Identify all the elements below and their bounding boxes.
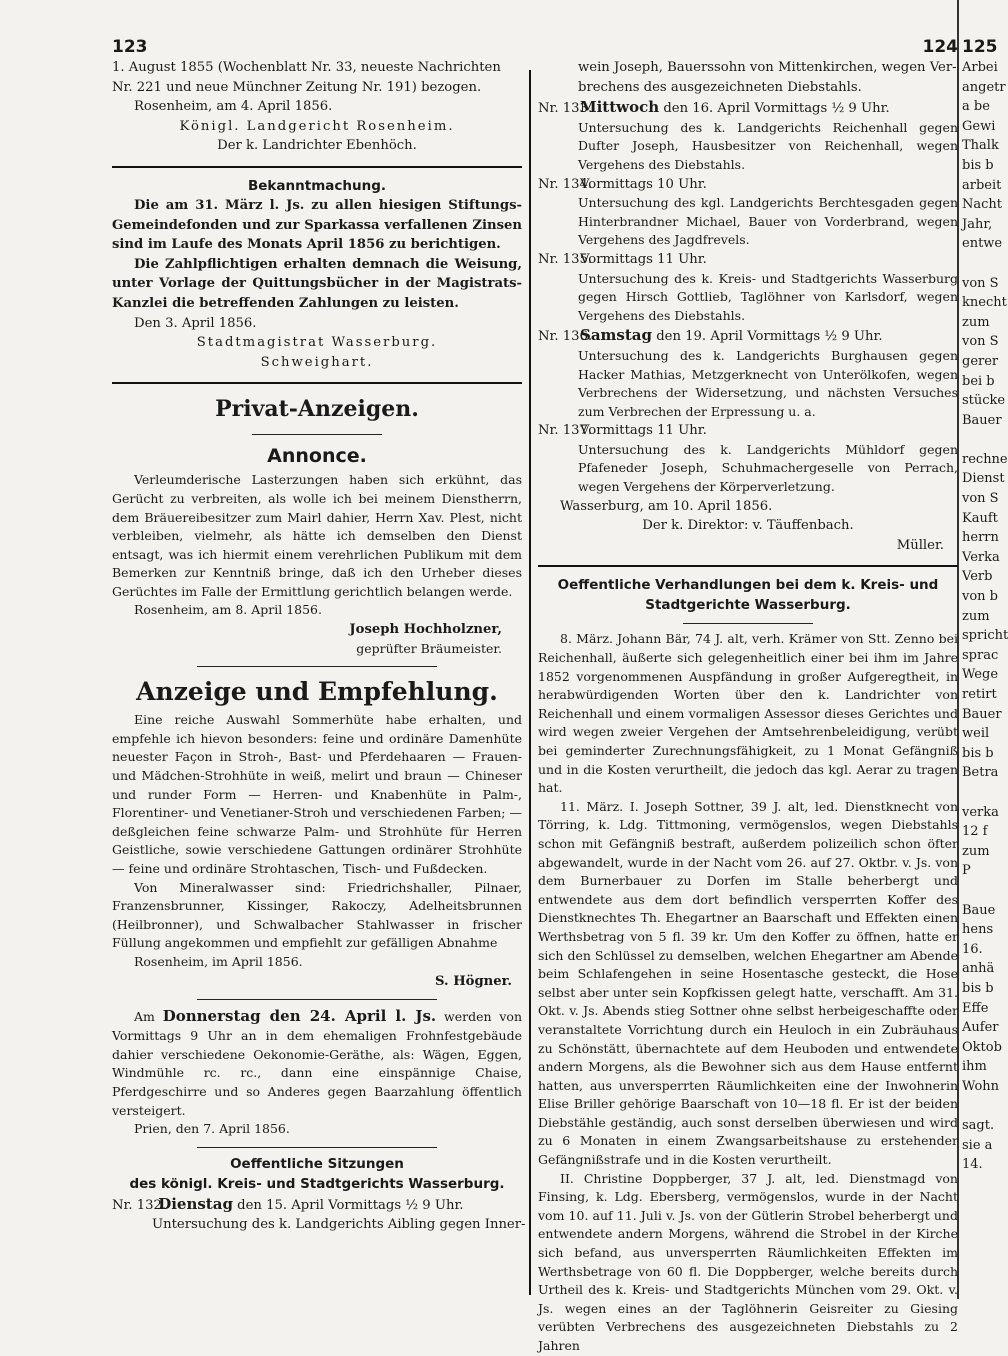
bekanntmachung-sign-2: Schweighart. (260, 354, 374, 370)
sitzungen-subtitle: des königl. Kreis- und Stadtgerichts Wasserburg. (129, 1175, 505, 1192)
edge-line: Verka (962, 549, 1000, 565)
edge-line: 16. (962, 941, 983, 957)
case-head (538, 250, 958, 270)
edge-line (962, 1096, 1000, 1116)
edge-line: Verb (962, 569, 993, 585)
edge-line: a be (962, 99, 990, 115)
verhandlung-paragraph-2: 11. März. I. Joseph Sottner, 39 J. alt, led. Dienstknecht von Törring, k. Ldg. Tittmoning, vermögenslos, wegen Diebstahls schon mit Gefängniß bestraft, außerdem polizeilich schon öfter abgewandelt, wurde in der Nacht vom 26. auf 27. Oktbr. v. Js. von dem Burnerbauer zu Dorfen im Stalle beherbergt und entwendete aus dem dort befindlich versperrten Koffer des Dienstknechtes Th. Ehegartner an Baarschaft und Effekten einen Werthsbetrag von 5 fl. 39 kr. Um den Koffer zu öffnen, hatte er sich den Schlüssel zu demselben, welchen Ehegartner am Abende beim Schlafengehen in seine Hosentasche gesteckt, die Hose selbst aber unter sein Kopfkissen gelegt hatte, verschafft. Am 31. Okt. v. Js. Abends stieg Sottner ohne selbst herbeigeschaffte oder veranstaltete Vorrichtung durch ein Heuloch in ein Zubräuhaus zu Schönstätt, übernachtete auf dem Heuboden und entwendete andern Morgens, als die Bewohner sich aus dem Hause entfernt hatten, aus unversperrten Räumlichkeiten eine der Inwohnerin Elise Briller gehörige Baarschaft von 10—18 fl. Er ist der beiden Diebstähle geständig, auch sonst derselben überwiesen und wird zu 6 Monaten in einem Zwangsarbeitshause zu erstehender Gefängnißstrafe und in die Kosten verurtheilt. (538, 798, 958, 1168)
edge-line: hens (962, 922, 994, 938)
edge-line: Aufer (962, 1020, 999, 1036)
bekanntmachung-text-1: Die am 31. März l. Js. zu allen hiesigen Stiftungs-Gemeindefonden und zur Sparkassa verfallenen Zinsen sind im Laufe des Monats April 1856 zu berichtigen. (112, 197, 522, 253)
case-when: Vormittags 11 Uhr. (580, 251, 707, 267)
case-head (538, 325, 958, 347)
edge-line: 12 f (962, 824, 988, 840)
edge-line: sprac (962, 647, 999, 663)
edge-line: herrn (962, 530, 999, 546)
edge-line (962, 254, 1000, 274)
edge-line: Betra (962, 765, 999, 781)
edge-line: zum (962, 608, 990, 624)
section-rule (112, 382, 522, 384)
edge-line: von S (962, 275, 999, 291)
edge-line: Wege (962, 667, 999, 683)
edge-line: ihm (962, 1059, 987, 1075)
edge-line: retirt (962, 687, 997, 702)
edge-line: P (962, 863, 971, 879)
case-132-day: Dienstag (158, 1194, 233, 1213)
edge-line (962, 430, 1000, 450)
section-rule (197, 1147, 437, 1148)
case-nr: Nr. 134. (538, 176, 593, 192)
page-123-column (112, 36, 526, 1235)
intro-line-3: Rosenheim, am 4. April 1856. (134, 99, 333, 115)
case-nr: Nr. 135. (538, 251, 593, 267)
anzeige-text-2: Von Mineralwasser sind: Friedrichshaller, Pilnaer, Franzensbrunner, Kissinger, Rakoczy, Adelheitsbrunnen (Heilbronner), und Schwalbacher Stahlwasser in frischer Füllung angekommen und empfiehlt zur gefälligen Abnahme (112, 879, 522, 951)
edge-line: Oktob (962, 1039, 1002, 1055)
edge-line: knecht (962, 295, 1007, 311)
page-number-right: 124 (922, 37, 958, 57)
privat-anzeigen-title: Privat-Anzeigen. (215, 396, 419, 423)
edge-line: anhä (962, 961, 995, 977)
edge-line (962, 783, 1000, 803)
versteigerung-text (112, 1006, 522, 1120)
anzeige-title: Anzeige und Empfehlung. (136, 677, 498, 707)
verhandlung-paragraph-3: II. Christine Doppberger, 37 J. alt, led. Dienstmagd von Finsing, k. Ldg. Ebersberg, vermögenslos, wurde in der Nacht vom 10. auf 11. Juli v. Js. von der Gütlerin Strobel beherbergt und entwendete andern Morgens, während die Strobel in der Kirche sich befand, aus unversperrten Räumlichkeiten Effekten im Werthsbetrage von 60 fl. Die Doppberger, welche bereits durch Urtheil des k. Kreis- und Stadtgerichts München vom 29. Okt. v. Js. wegen eines an der Taglöhnerin Geisreiter zu Giesing verübten Verbrechens des ausgezeichneten Diebstahls zu 2 Jahren (538, 1170, 958, 1353)
edge-line: weil (962, 726, 990, 742)
case-nr: Nr. 137. (538, 423, 593, 439)
case-132-continued-2: brechens des ausgezeichneten Diebstahls. (578, 79, 862, 95)
case-132-head (112, 1194, 522, 1216)
edge-line: spricht (962, 628, 1008, 644)
edge-line: stücke (962, 393, 1006, 409)
edge-line: bis b (962, 980, 994, 996)
bekanntmachung-title: Bekanntmachung. (247, 177, 386, 194)
section-rule (538, 565, 958, 567)
edge-line: Effe (962, 1000, 989, 1016)
edge-line: angetr (962, 79, 1006, 95)
sitzungen-title: Oeffentliche Sitzungen (230, 1155, 404, 1172)
case-when: Vormittags 11 Uhr. (580, 423, 707, 439)
case-head (538, 97, 958, 119)
case-day: Samstag (580, 326, 653, 345)
edge-line: zum (962, 314, 990, 330)
case-text: Untersuchung des k. Kreis- und Stadtgerichts Wasserburg gegen Hirsch Gottlieb, Taglöhner von Karlsdorf, wegen Vergehens des Diebstahls. (578, 270, 958, 323)
case-text: Untersuchung des kgl. Landgerichts Berchtesgaden gegen Hinterbrandner Michael, Bauer von Vorderbrand, wegen Vergehens des Jagdfrevels. (578, 195, 958, 248)
cases-close-director: Der k. Direktor: v. Täuffenbach. (642, 518, 854, 534)
edge-line: Jahr, (962, 216, 993, 232)
edge-line: von S (962, 491, 999, 507)
page-number-left: 123 (112, 37, 148, 57)
versteigerung-am: Am (134, 1009, 155, 1025)
verhandlungen-title-2: Stadtgerichte Wasserburg. (645, 597, 851, 614)
anzeige-signature: S. Högner. (434, 973, 512, 989)
page-125-edge-column (962, 36, 1008, 1175)
edge-line: Wohn (962, 1078, 1000, 1094)
annonce-text: Verleumderische Lasterzungen haben sich erkühnt, das Gerücht zu verbreiten, als wolle ich bei meinem Dienstherrn, dem Bräuereibesitzer zum Mairl dahier, Herrn Xav. Plest, nicht verbleiben, vielmehr, als hätte ich demselben den Dienst entsagt, was ich hiermit einem verehrlichen Publikum mit dem Bemerken zur Kenntniß bringe, daß ich den Urheber dieses Gerüchtes im Falle der Ermittlung gerichtlich belangen werde. (112, 472, 522, 599)
cases-close-clerk: Müller. (896, 537, 944, 553)
edge-lines (962, 58, 1008, 1175)
edge-line: Thalk (962, 138, 999, 154)
edge-line (962, 881, 1000, 901)
section-rule-short (683, 623, 813, 624)
page-124-column (538, 36, 958, 1356)
case-132-text: Untersuchung des k. Landgerichts Aibling gegen Inner- (152, 1217, 526, 1233)
case-when: den 19. April Vormittags ½ 9 Uhr. (656, 329, 883, 345)
case-head (538, 175, 958, 195)
edge-line: sagt. (962, 1118, 995, 1134)
annonce-signature: Joseph Hochholzner, (349, 622, 502, 638)
verhandlung-paragraph-1: 8. März. Johann Bär, 74 J. alt, verh. Krämer von Stt. Zenno bei Reichenhall, äußerte sich gelegenheitlich einer bei ihm im Jahre 1852 vorgenommenen Auspfändung in großer Aufgeregtheit, in herabwürdigenden Worten über den k. Landrichter von Reichenhall und einem vormaligen Assessor dieses Gerichtes und wird wegen zweier Vergehen der Amtsehrenbeleidigung, verübt bei geminderter Zurechnungsfähigkeit, zu 1 Monat Gefängniß und in die Kosten verurtheilt, die jedoch das kgl. Aerar zu tragen hat. (538, 631, 958, 796)
case-132-when: den 15. April Vormittags ½ 9 Uhr. (237, 1197, 464, 1213)
column-divider (529, 70, 531, 1295)
case-when: den 16. April Vormittags ½ 9 Uhr. (663, 101, 890, 117)
versteigerung-place-date: Prien, den 7. April 1856. (134, 1121, 290, 1137)
intro-court: Königl. Landgericht Rosenheim. (179, 118, 455, 134)
case-day: Mittwoch (580, 98, 660, 117)
versteigerung-body: werden von Vormittags 9 Uhr an in dem ehemaligen Frohnfestgebäude dahier verschiedene Oekonomie-Geräthe, als: Wägen, Eggen, Windmühle rc. rc., dann eine einspännige Chaise, Pferdgeschirre und so Anderes gegen Baarzahlung öffentlich versteigert. (112, 1009, 522, 1118)
edge-line: Bauer (962, 412, 1002, 428)
edge-line: entwe (962, 236, 1003, 252)
case-132-nr: Nr. 132. (112, 1197, 167, 1213)
bekanntmachung-text-2: Die Zahlpflichtigen erhalten demnach die Weisung, unter Vorlage der Quittungsbücher in der Magistrats-Kanzlei die betreffenden Zahlungen zu leisten. (112, 256, 522, 311)
edge-line: rechne (962, 451, 1008, 467)
case-nr: Nr. 133. (538, 101, 593, 117)
edge-line: Dienst (962, 471, 1005, 487)
bekanntmachung-sign-1: Stadtmagistrat Wasserburg. (196, 335, 438, 351)
section-rule (112, 166, 522, 168)
edge-line: Bauer (962, 706, 1002, 722)
edge-line: sie a (962, 1137, 993, 1153)
case-text: Untersuchung des k. Landgerichts Burghausen gegen Hacker Mathias, Metzgerknecht von Unterölkofen, wegen Verbrechens der Widersetzung, und nächsten Versuches zum Verbrechen der Erpressung u. a. (578, 347, 958, 419)
annonce-signature-title: geprüfter Bräumeister. (356, 640, 502, 656)
section-rule (197, 666, 437, 667)
edge-line: Baue (962, 902, 996, 918)
edge-line: Nacht (962, 197, 1003, 213)
case-132-continued-1: wein Joseph, Bauerssohn von Mittenkirchen, wegen Ver- (578, 60, 957, 75)
intro-line-2: Nr. 221 und neue Münchner Zeitung Nr. 191) bezogen. (112, 79, 482, 95)
bekanntmachung-date: Den 3. April 1856. (134, 315, 257, 331)
anzeige-date: Rosenheim, im April 1856. (134, 953, 303, 969)
edge-line: zum (962, 843, 990, 859)
verhandlungen-title-1: Oeffentliche Verhandlungen bei dem k. Kreis- und (557, 577, 939, 594)
edge-line: verka (962, 804, 999, 820)
annonce-title: Annonce. (267, 445, 367, 468)
section-rule-short (252, 434, 382, 435)
edge-line: gerer (962, 353, 999, 369)
intro-line-1: 1. August 1855 (Wochenblatt Nr. 33, neueste Nachrichten (112, 60, 501, 75)
edge-line: von S (962, 334, 999, 350)
case-head (538, 421, 958, 441)
case-text: Untersuchung des k. Landgerichts Mühldorf gegen Pfafeneder Joseph, Schuhmachergeselle von Perrach, wegen Vergehens der Körperverletzung. (578, 441, 958, 495)
versteigerung-date-bold: Donnerstag den 24. April l. Js. (162, 1007, 437, 1026)
cases-close-date: Wasserburg, am 10. April 1856. (560, 498, 773, 514)
case-nr: Nr. 136. (538, 329, 593, 345)
intro-judge: Der k. Landrichter Ebenhöch. (217, 138, 417, 154)
edge-line: Arbei (962, 60, 998, 75)
page-number-edge: 125 (962, 37, 998, 57)
section-rule (197, 999, 437, 1000)
edge-line: Gewi (962, 118, 996, 134)
edge-line: bis b (962, 157, 994, 173)
annonce-date: Rosenheim, am 8. April 1856. (134, 602, 322, 618)
edge-line: bis b (962, 745, 994, 761)
edge-line: arbeit (962, 177, 1002, 193)
edge-line: von b (962, 589, 998, 605)
edge-line: 14. (962, 1157, 983, 1173)
edge-line: Kauft (962, 510, 998, 526)
anzeige-text-1: Eine reiche Auswahl Sommerhüte habe erhalten, und empfehle ich hievon besonders: feine und ordinäre Damenhüte neuester Façon in Stroh-, Bast- und Pferdehaaren — Frauen- und Mädchen-Strohhüte in weiß, melirt und braun — Chineser und runder Form — Herren- und Knabenhüte in Palm-, Florentiner- und Venetianer-Stroh und verschiedenen Farben; — deßgleichen feine schwarze Palm- und Strohhüte für Herren Geistliche, sowie verschiedene Gattungen ordinärer Strohhüte — feine und ordinäre Strohtaschen, Tisch- und Fußdecken. (112, 712, 522, 876)
edge-line: bei b (962, 373, 995, 389)
case-when: Vormittags 10 Uhr. (580, 176, 707, 192)
case-list (538, 97, 958, 496)
case-text: Untersuchung des k. Landgerichts Reichenhall gegen Dufter Joseph, Hausbesitzer von Reichenhall, wegen Vergehens des Diebstahls. (578, 119, 958, 172)
